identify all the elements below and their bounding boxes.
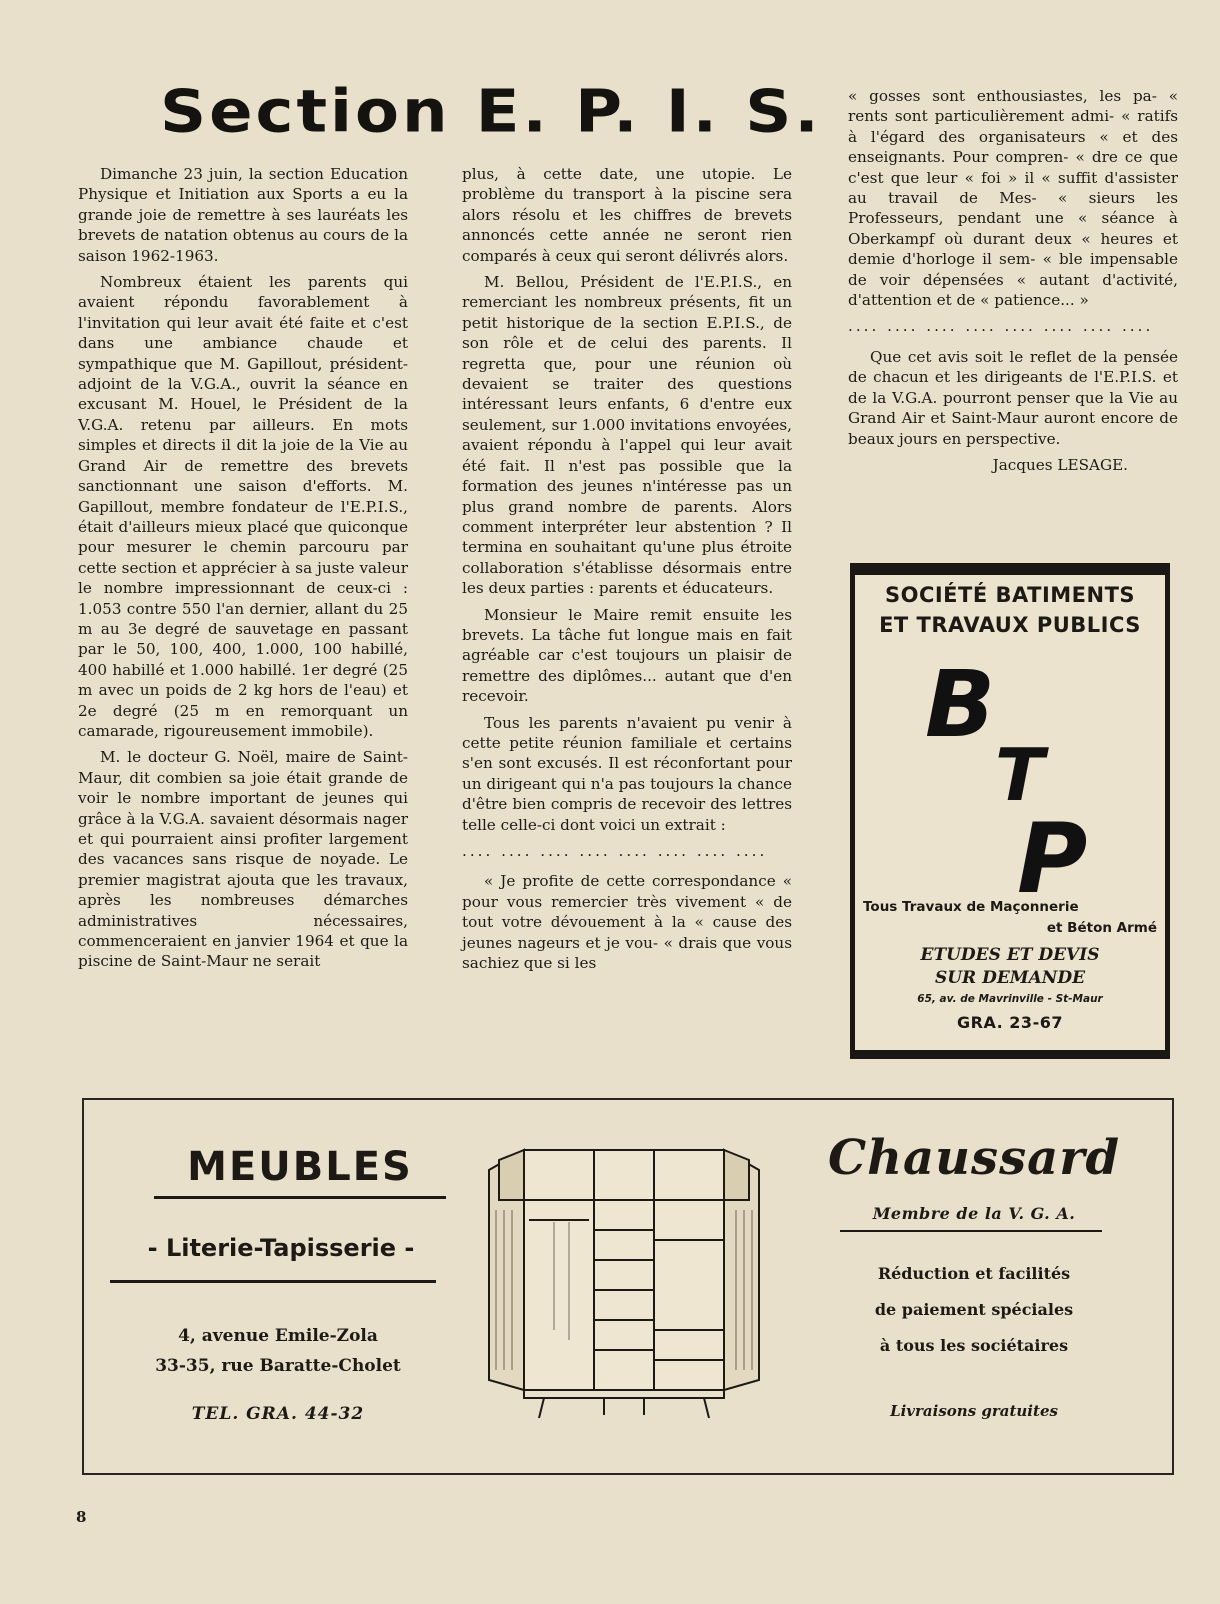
- paragraph: Dimanche 23 juin, la section Education Physique et Initiation aux Sports a eu la grande joie de remettre à ses lauréats les brevets de natation obtenus au cours de la saison 1962-1963.: [78, 165, 408, 265]
- btp-service-masonry: Tous Travaux de Maçonnerie: [863, 899, 1079, 915]
- paragraph: Nombreux étaient les parents qui avaient répondu favorablement à l'invitation qui leur avait été faite et c'est dans une ambiance chaude et sympathique que M. Gapillout, président-adjoint de la V.G.A., ouvrit la séance en excusant M. Houel, le Président de la V.G.A. retenu par ailleurs. En mots simples et directs il dit la joie de la Vie au Grand Air de remettre des brevets sanctionnant une saison d'efforts. M. Gapillout, membre fondateur de l'E.P.I.S., était d'ailleurs mieux placé que quiconque pour mesurer le chemin parcouru par cette section et apprécier à sa juste valeur le nombre impressionnant de ceux-ci : 1.053 contre 550 l'an dernier, allant du 25 m au 3e degré de sauvetage en passant par le 50, 100, 400, 1.000, 100 habillé, 400 habillé et 1.000 habillé. 1er degré (25 m avec un poids de 2 kg hors de l'eau) et 2e degré (25 m en remorquant un camarade, rigoureusement immobile).: [78, 273, 408, 740]
- letter-quote: « gosses sont enthousiastes, les pa- « rents sont particulièrement admi- « ratifs à l'égard des organisateurs « et des enseignants. Pour compren- « dre ce que c'est que leur « foi » il « suffit d'assister au travail de Mes- « sieurs les Professeurs, pendant une « séance à Oberkampf où durant deux « heures et demie d'horloge il sem- « ble impensable de voir dépensées « autant d'activité, d'attention et de « patience... »: [848, 87, 1178, 310]
- btp-phone: GRA. 23-67: [957, 1013, 1063, 1032]
- article-column-2: [462, 164, 792, 979]
- btp-logo-letter-t: T: [995, 733, 1045, 817]
- paragraph: M. Bellou, Président de l'E.P.I.S., en remerciant les nombreux présents, fit un petit historique de la section E.P.I.S., de son rôle et de celui des parents. Il regretta que, pour une réunion où devaient se traiter des questions intéressant leurs enfants, 6 d'entre eux seulement, sur 1.000 invitations envoyées, avaient répondu à l'appel qui leur avait été fait. Il n'est pas possible que la formation des jeunes n'intéresse pas un plus grand nombre de parents. Alors comment interpréter leur abstention ? Il termina en souhaitant qu'une plus étroite collaboration s'établisse désormais entre les deux parties : parents et éducateurs.: [462, 273, 792, 598]
- chaussard-member: Membre de la V. G. A.: [872, 1204, 1076, 1223]
- btp-company-line-1: SOCIÉTÉ BATIMENTS: [884, 583, 1136, 607]
- meubles-address-2: 33-35, rue Baratte-Cholet: [155, 1356, 401, 1376]
- divider: [840, 1230, 1102, 1232]
- btp-logo-letter-b: B: [925, 651, 996, 758]
- btp-service-concrete: et Béton Armé: [1046, 920, 1157, 936]
- paragraph: Monsieur le Maire remit ensuite les brevets. La tâche fut longue mais en fait agréable car c'est toujours un plaisir de remettre des diplômes... autant que d'en recevoir.: [462, 605, 792, 706]
- article-column-1: [78, 164, 408, 978]
- btp-advertisement: [850, 563, 1170, 1059]
- divider: [110, 1280, 436, 1283]
- ellipsis-separator: .... .... .... .... .... .... .... ....: [848, 317, 1154, 336]
- chaussard-line-3: à tous les sociétaires: [879, 1336, 1069, 1355]
- author-signature: Jacques LESAGE.: [992, 455, 1128, 474]
- ellipsis-separator: .... .... .... .... .... .... .... ....: [462, 842, 768, 860]
- article-title: Section E. P. I. S.: [160, 78, 822, 147]
- letter-quote: « Je profite de cette correspondance « pour vous remercier très vivement « de tout votre dévouement à la « cause des jeunes nageurs et je vou- « drais que vous sachiez que si les: [462, 872, 792, 973]
- paragraph: plus, à cette date, une utopie. Le problème du transport à la piscine sera alors résolu et les chiffres de brevets annoncés cette année ne seront rien comparés à ceux qui seront délivrés alors.: [462, 165, 792, 265]
- chaussard-line-2: de paiement spéciales: [874, 1300, 1074, 1319]
- btp-on-request: SUR DEMANDE: [934, 968, 1086, 988]
- meubles-phone: TEL. GRA. 44-32: [191, 1404, 365, 1424]
- divider: [154, 1196, 446, 1199]
- paragraph: M. le docteur G. Noël, maire de Saint-Maur, dit combien sa joie était grande de voir le nombre important de jeunes qui grâce à la V.G.A. savaient désormais nager et qui pourraient ainsi profiter largement des vacances sans risque de noyade. Le premier magistrat ajouta que les travaux, après les nombreuses démarches administratives nécessaires, commenceraient en janvier 1964 et que la piscine de Saint-Maur ne serait: [78, 748, 408, 971]
- chaussard-delivery: Livraisons gratuites: [890, 1402, 1058, 1420]
- btp-address: 65, av. de Mavrinville - St-Maur: [917, 993, 1103, 1005]
- wardrobe-illustration: [484, 1130, 766, 1420]
- meubles-subtitle: - Literie-Tapisserie -: [147, 1234, 415, 1262]
- paragraph: Tous les parents n'avaient pu venir à cette petite réunion familiale et certains s'en sont excusés. Il est réconfortant pour un dirigeant qui n'a pas toujours la chance d'être bien compris de recevoir des lettres telle celle-ci dont voici un extrait :: [462, 713, 792, 834]
- btp-company-line-2: ET TRAVAUX PUBLICS: [879, 613, 1141, 637]
- meubles-address-1: 4, avenue Emile-Zola: [178, 1326, 378, 1346]
- page-number: 8: [76, 1508, 87, 1526]
- btp-studies: ETUDES ET DEVIS: [920, 945, 1100, 965]
- chaussard-logo: Chaussard: [827, 1130, 1121, 1186]
- furniture-shoe-advertisement: [82, 1098, 1174, 1475]
- meubles-title: MEUBLES: [187, 1144, 413, 1190]
- article-column-3: [848, 86, 1178, 481]
- paragraph: Que cet avis soit le reflet de la pensée de chacun et les dirigeants de l'E.P.I.S. et de la V.G.A. pourront penser que la Vie au Grand Air et Saint-Maur auront encore de beaux jours en perspective.: [848, 347, 1178, 448]
- btp-logo-letter-p: P: [1017, 803, 1088, 915]
- chaussard-line-1: Réduction et facilités: [877, 1264, 1071, 1283]
